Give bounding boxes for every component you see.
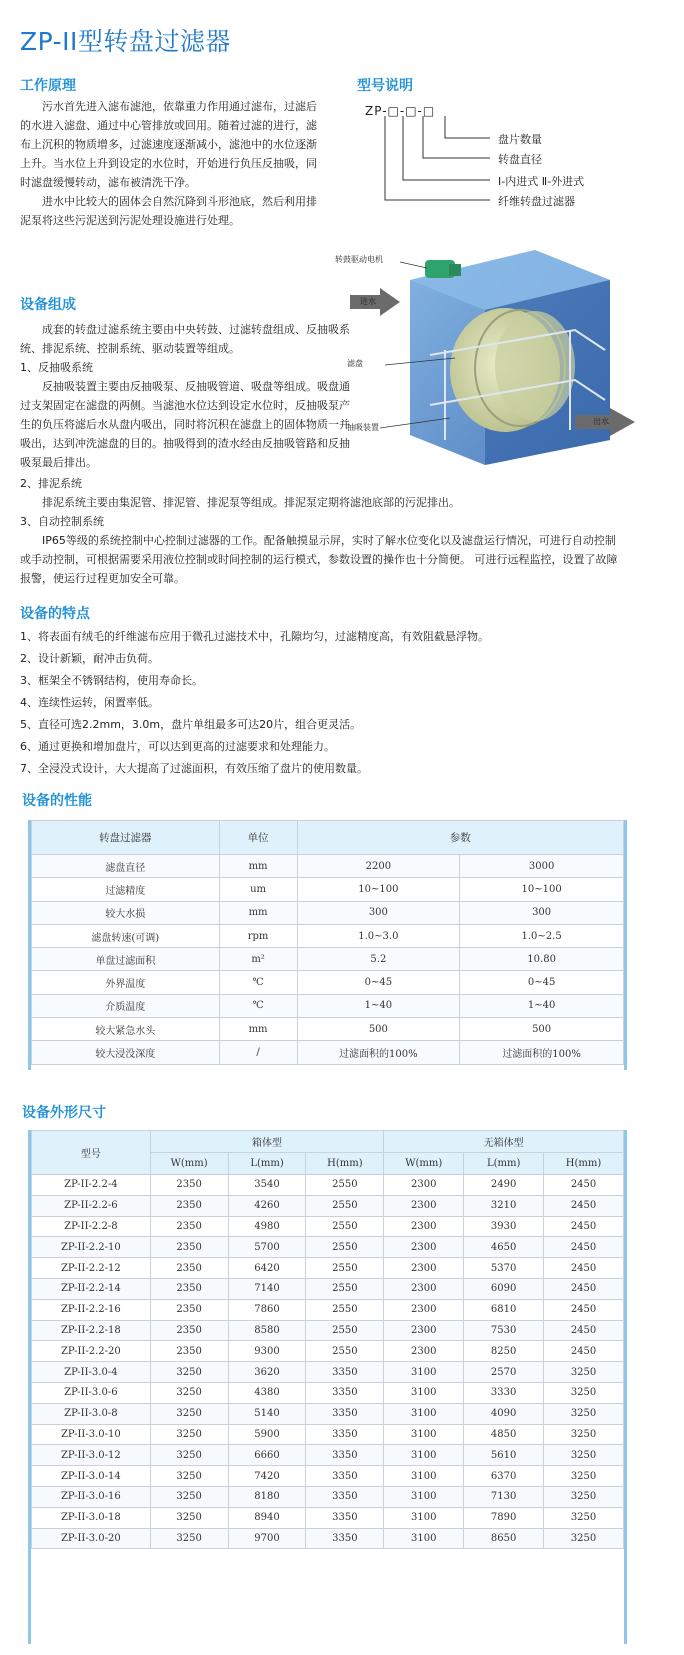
performance-cell: um bbox=[219, 878, 297, 901]
dimensions-cell: 3350 bbox=[306, 1486, 384, 1507]
dimensions-cell: 3250 bbox=[544, 1445, 624, 1466]
dimensions-cell: 3250 bbox=[544, 1424, 624, 1445]
table-row bbox=[32, 971, 624, 994]
dimensions-cell: 2350 bbox=[150, 1258, 228, 1279]
dimensions-cell: 2550 bbox=[306, 1299, 384, 1320]
filter-illustration bbox=[335, 240, 645, 470]
label-motor: 转鼓驱动电机 bbox=[335, 255, 383, 264]
feature-item: 7、全浸没式设计，大大提高了过滤面积，有效压缩了盘片的使用数量。 bbox=[20, 762, 368, 775]
dimensions-cell: 3250 bbox=[150, 1466, 228, 1487]
feature-item: 3、框架全不锈钢结构，使用寿命长。 bbox=[20, 674, 203, 687]
table-row bbox=[32, 1041, 624, 1064]
table-row bbox=[32, 1320, 624, 1341]
dimensions-subheader: H(mm) bbox=[544, 1153, 624, 1175]
page-title: ZP-II型转盘过滤器 bbox=[20, 27, 231, 56]
dimensions-cell: 3250 bbox=[544, 1362, 624, 1383]
dimensions-cell: 6660 bbox=[228, 1445, 306, 1466]
performance-cell: mm bbox=[219, 855, 297, 878]
dimensions-cell: 9300 bbox=[228, 1341, 306, 1362]
table-row bbox=[32, 901, 624, 924]
table-row bbox=[32, 1362, 624, 1383]
dimensions-cell: 2550 bbox=[306, 1195, 384, 1216]
dimensions-cell: 3210 bbox=[464, 1195, 544, 1216]
dimensions-cell: 3250 bbox=[544, 1403, 624, 1424]
dimensions-cell: 2450 bbox=[544, 1299, 624, 1320]
dimensions-header-no-box-type: 无箱体型 bbox=[384, 1131, 624, 1153]
table-row bbox=[32, 1258, 624, 1279]
table-row bbox=[32, 1341, 624, 1362]
table-row bbox=[32, 1445, 624, 1466]
performance-header-unit: 单位 bbox=[219, 821, 297, 855]
feature-item: 6、通过更换和增加盘片，可以达到更高的过滤要求和处理能力。 bbox=[20, 740, 335, 753]
table-row bbox=[32, 994, 624, 1017]
suction-system-title: 1、反抽吸系统 bbox=[20, 361, 93, 374]
dimensions-cell: 2350 bbox=[150, 1175, 228, 1196]
dimensions-cell: 2300 bbox=[384, 1195, 464, 1216]
dimensions-cell: 4980 bbox=[228, 1216, 306, 1237]
principle-paragraph-1: 污水首先进入滤布滤池，依靠重力作用通过滤布，过滤后的水进入滤盘、通过中心管排放或回用。随着过滤的进行，滤布上沉积的物质增多，过滤速度逐渐减小，滤池中的水位逐渐上升。当水位上升到设定的水位时，开始进行负压反抽吸，同时滤盘缓慢转动，滤布被清洗干净。 bbox=[20, 100, 317, 189]
dimensions-cell: 2450 bbox=[544, 1195, 624, 1216]
performance-cell: rpm bbox=[219, 924, 297, 947]
dimensions-cell: 2300 bbox=[384, 1258, 464, 1279]
dimensions-cell: ZP-II-2.2-8 bbox=[32, 1216, 151, 1237]
dimensions-cell: 4650 bbox=[464, 1237, 544, 1258]
label-inlet: 进水 bbox=[360, 297, 376, 306]
dimensions-cell: 2350 bbox=[150, 1341, 228, 1362]
dimensions-cell: 2450 bbox=[544, 1216, 624, 1237]
table-row bbox=[32, 1466, 624, 1487]
table-row bbox=[32, 1018, 624, 1041]
performance-cell: 1~40 bbox=[297, 994, 460, 1017]
dimensions-cell: 2490 bbox=[464, 1175, 544, 1196]
dimensions-cell: 3250 bbox=[544, 1507, 624, 1528]
performance-cell: 300 bbox=[460, 901, 624, 924]
dimensions-cell: 3250 bbox=[544, 1528, 624, 1549]
model-label-disc-count: 盘片数量 bbox=[498, 133, 542, 146]
control-system-title: 3、自动控制系统 bbox=[20, 515, 104, 528]
dimensions-cell: ZP-II-3.0-18 bbox=[32, 1507, 151, 1528]
dimensions-cell: 2300 bbox=[384, 1299, 464, 1320]
dimensions-cell: ZP-II-3.0-14 bbox=[32, 1466, 151, 1487]
dimensions-cell: 3350 bbox=[306, 1362, 384, 1383]
dimensions-cell: 3250 bbox=[544, 1466, 624, 1487]
dimensions-cell: 8940 bbox=[228, 1507, 306, 1528]
dimensions-cell: 3350 bbox=[306, 1403, 384, 1424]
performance-cell: 10~100 bbox=[460, 878, 624, 901]
label-outlet: 出水 bbox=[593, 417, 609, 426]
filter-machine-image bbox=[345, 240, 645, 470]
dimensions-cell: 3350 bbox=[306, 1445, 384, 1466]
dimensions-cell: 3100 bbox=[384, 1486, 464, 1507]
dimensions-cell: ZP-II-2.2-14 bbox=[32, 1278, 151, 1299]
dimensions-subheader: L(mm) bbox=[464, 1153, 544, 1175]
dimensions-cell: 6420 bbox=[228, 1258, 306, 1279]
table-row bbox=[32, 948, 624, 971]
dimensions-cell: 3350 bbox=[306, 1382, 384, 1403]
performance-cell: mm bbox=[219, 1018, 297, 1041]
dimensions-table bbox=[31, 1130, 624, 1549]
performance-cell: mm bbox=[219, 901, 297, 924]
dimensions-cell: 2570 bbox=[464, 1362, 544, 1383]
dimensions-cell: 2450 bbox=[544, 1175, 624, 1196]
dimensions-cell: 3350 bbox=[306, 1424, 384, 1445]
dimensions-cell: 2550 bbox=[306, 1320, 384, 1341]
label-disc: 滤盘 bbox=[347, 359, 363, 368]
dimensions-subheader: W(mm) bbox=[384, 1153, 464, 1175]
dimensions-cell: ZP-II-3.0-16 bbox=[32, 1486, 151, 1507]
composition-upper bbox=[20, 320, 350, 472]
model-label-filter-type: 纤维转盘过滤器 bbox=[498, 195, 575, 208]
performance-cell: 滤盘转速(可调) bbox=[32, 924, 220, 947]
performance-heading: 设备的性能 bbox=[22, 793, 92, 809]
table-row bbox=[32, 1424, 624, 1445]
performance-cell: 0~45 bbox=[297, 971, 460, 994]
table-row bbox=[32, 1278, 624, 1299]
dimensions-cell: 2450 bbox=[544, 1258, 624, 1279]
sludge-system-body: 排泥系统主要由集泥管、排泥管、排泥泵等组成。排泥泵定期将滤池底部的污泥排出。 bbox=[42, 496, 460, 509]
performance-cell: ℃ bbox=[219, 994, 297, 1017]
dimensions-header-box-type: 箱体型 bbox=[150, 1131, 384, 1153]
control-system-body: IP65等级的系统控制中心控制过滤器的工作。配备触摸显示屏，实时了解水位变化以及滤盘运行情况，可进行自动控制或手动控制，可根据需要采用液位控制或时间控制的运行模式，参数设置的操作也十分简便。 可进行远程监控，设置了故障报警，使运行过程更加安全可靠。 bbox=[20, 534, 618, 585]
dimensions-cell: 4260 bbox=[228, 1195, 306, 1216]
dimensions-cell: 5140 bbox=[228, 1403, 306, 1424]
dimensions-cell: 3100 bbox=[384, 1466, 464, 1487]
dimensions-cell: 2350 bbox=[150, 1320, 228, 1341]
dimensions-cell: 2350 bbox=[150, 1195, 228, 1216]
dimensions-cell: 3100 bbox=[384, 1528, 464, 1549]
dimensions-cell: ZP-II-2.2-18 bbox=[32, 1320, 151, 1341]
dimensions-cell: ZP-II-2.2-6 bbox=[32, 1195, 151, 1216]
dimensions-cell: 2550 bbox=[306, 1216, 384, 1237]
performance-cell: 单盘过滤面积 bbox=[32, 948, 220, 971]
dimensions-cell: 6090 bbox=[464, 1278, 544, 1299]
dimensions-cell: ZP-II-2.2-16 bbox=[32, 1299, 151, 1320]
dimensions-cell: 3620 bbox=[228, 1362, 306, 1383]
performance-cell: 滤盘直径 bbox=[32, 855, 220, 878]
dimensions-cell: 3250 bbox=[544, 1486, 624, 1507]
dimensions-cell: 2300 bbox=[384, 1175, 464, 1196]
performance-header-item: 转盘过滤器 bbox=[32, 821, 220, 855]
dimensions-cell: 3350 bbox=[306, 1507, 384, 1528]
dimensions-subheader: W(mm) bbox=[150, 1153, 228, 1175]
dimensions-cell: 2550 bbox=[306, 1341, 384, 1362]
performance-cell: 1~40 bbox=[460, 994, 624, 1017]
table-row bbox=[32, 1403, 624, 1424]
performance-cell: / bbox=[219, 1041, 297, 1064]
table-row bbox=[32, 855, 624, 878]
performance-cell: 较大水损 bbox=[32, 901, 220, 924]
sludge-system-title: 2、排泥系统 bbox=[20, 477, 82, 490]
dimensions-cell: 3250 bbox=[544, 1382, 624, 1403]
dimensions-cell: 3930 bbox=[464, 1216, 544, 1237]
dimensions-cell: 2550 bbox=[306, 1237, 384, 1258]
dimensions-cell: 2300 bbox=[384, 1278, 464, 1299]
dimensions-cell: 8250 bbox=[464, 1341, 544, 1362]
dimensions-cell: 3250 bbox=[150, 1528, 228, 1549]
dimensions-cell: 7890 bbox=[464, 1507, 544, 1528]
performance-cell: 5.2 bbox=[297, 948, 460, 971]
dimensions-cell: 3250 bbox=[150, 1486, 228, 1507]
composition-heading: 设备组成 bbox=[20, 297, 76, 313]
dimensions-cell: 3540 bbox=[228, 1175, 306, 1196]
dimensions-subheader: H(mm) bbox=[306, 1153, 384, 1175]
dimensions-cell: 2350 bbox=[150, 1299, 228, 1320]
dimensions-cell: 2450 bbox=[544, 1237, 624, 1258]
model-label-disc-diameter: 转盘直径 bbox=[498, 153, 542, 166]
dimensions-cell: ZP-II-2.2-20 bbox=[32, 1341, 151, 1362]
dimensions-cell: 3350 bbox=[306, 1528, 384, 1549]
dimensions-cell: 3100 bbox=[384, 1382, 464, 1403]
dimensions-cell: 8180 bbox=[228, 1486, 306, 1507]
dimensions-cell: 7130 bbox=[464, 1486, 544, 1507]
dimensions-cell: 3350 bbox=[306, 1466, 384, 1487]
suction-system-body: 反抽吸装置主要由反抽吸泵、反抽吸管道、吸盘等组成。吸盘通过支架固定在滤盘的两侧。当滤池水位达到设定水位时，反抽吸泵产生的负压将滤后水从盘内吸出，同时将沉积在滤盘上的固体物质一并吸出，达到冲洗滤盘的目的。抽吸得到的渣水经由反抽吸管路和反抽吸泵最后排出。 bbox=[20, 380, 350, 469]
model-diagram bbox=[365, 100, 665, 230]
performance-header-row bbox=[32, 821, 624, 855]
principle-heading: 工作原理 bbox=[20, 78, 76, 94]
dimensions-cell: 5700 bbox=[228, 1237, 306, 1258]
table-row bbox=[32, 1237, 624, 1258]
feature-item: 2、设计新颖，耐冲击负荷。 bbox=[20, 652, 159, 665]
performance-cell: 0~45 bbox=[460, 971, 624, 994]
dimensions-cell: 2550 bbox=[306, 1258, 384, 1279]
model-heading: 型号说明 bbox=[357, 78, 413, 94]
table-row bbox=[32, 1382, 624, 1403]
performance-cell: 过滤面积的100% bbox=[460, 1041, 624, 1064]
dimensions-cell: 2450 bbox=[544, 1341, 624, 1362]
table-row bbox=[32, 1486, 624, 1507]
dimensions-cell: 3250 bbox=[150, 1445, 228, 1466]
performance-cell: 10~100 bbox=[297, 878, 460, 901]
table-edge-right bbox=[624, 1130, 627, 1644]
dimensions-cell: 3330 bbox=[464, 1382, 544, 1403]
dimensions-cell: 7530 bbox=[464, 1320, 544, 1341]
dimensions-cell: 8580 bbox=[228, 1320, 306, 1341]
dimensions-cell: 7140 bbox=[228, 1278, 306, 1299]
dimensions-cell: 3250 bbox=[150, 1382, 228, 1403]
dimensions-group-row bbox=[32, 1131, 624, 1153]
performance-cell: 300 bbox=[297, 901, 460, 924]
dimensions-cell: 2300 bbox=[384, 1237, 464, 1258]
table-row bbox=[32, 1175, 624, 1196]
composition-lower bbox=[20, 474, 620, 588]
dimensions-cell: 2350 bbox=[150, 1216, 228, 1237]
dimensions-cell: 3100 bbox=[384, 1403, 464, 1424]
label-suction: 抽吸装置 bbox=[347, 423, 379, 432]
dimensions-header-model: 型号 bbox=[32, 1131, 151, 1175]
performance-cell: 2200 bbox=[297, 855, 460, 878]
performance-cell: 500 bbox=[460, 1018, 624, 1041]
dimensions-cell: 2300 bbox=[384, 1216, 464, 1237]
model-label-inlet-type: Ⅰ-内进式 Ⅱ-外进式 bbox=[498, 175, 585, 188]
performance-cell: 3000 bbox=[460, 855, 624, 878]
performance-header-params: 参数 bbox=[297, 821, 624, 855]
dimensions-cell: 5370 bbox=[464, 1258, 544, 1279]
dimensions-cell: 3100 bbox=[384, 1507, 464, 1528]
performance-cell: m² bbox=[219, 948, 297, 971]
dimensions-cell: 2550 bbox=[306, 1278, 384, 1299]
dimensions-cell: ZP-II-3.0-12 bbox=[32, 1445, 151, 1466]
dimensions-cell: 6810 bbox=[464, 1299, 544, 1320]
dimensions-cell: ZP-II-3.0-4 bbox=[32, 1362, 151, 1383]
performance-table bbox=[31, 820, 624, 1065]
dimensions-cell: ZP-II-3.0-20 bbox=[32, 1528, 151, 1549]
dimensions-cell: 2450 bbox=[544, 1320, 624, 1341]
dimensions-heading: 设备外形尺寸 bbox=[22, 1105, 106, 1121]
features-heading: 设备的特点 bbox=[20, 606, 90, 622]
performance-cell: 过滤精度 bbox=[32, 878, 220, 901]
dimensions-cell: 6370 bbox=[464, 1466, 544, 1487]
dimensions-subheader: L(mm) bbox=[228, 1153, 306, 1175]
table-row bbox=[32, 1528, 624, 1549]
performance-cell: 较大浸没深度 bbox=[32, 1041, 220, 1064]
dimensions-cell: 7420 bbox=[228, 1466, 306, 1487]
performance-cell: 过滤面积的100% bbox=[297, 1041, 460, 1064]
performance-cell: 10.80 bbox=[460, 948, 624, 971]
performance-cell: 1.0~3.0 bbox=[297, 924, 460, 947]
dimensions-cell: 4380 bbox=[228, 1382, 306, 1403]
dimensions-cell: 3100 bbox=[384, 1362, 464, 1383]
dimensions-cell: 4090 bbox=[464, 1403, 544, 1424]
dimensions-cell: 3250 bbox=[150, 1362, 228, 1383]
dimensions-cell: 3100 bbox=[384, 1424, 464, 1445]
dimensions-cell: ZP-II-3.0-10 bbox=[32, 1424, 151, 1445]
feature-item: 5、直径可选2.2mm，3.0m，盘片单组最多可达20片，组合更灵活。 bbox=[20, 718, 362, 731]
dimensions-cell: 2450 bbox=[544, 1278, 624, 1299]
dimensions-cell: ZP-II-2.2-10 bbox=[32, 1237, 151, 1258]
table-row bbox=[32, 878, 624, 901]
dimensions-cell: 2350 bbox=[150, 1237, 228, 1258]
table-row bbox=[32, 1216, 624, 1237]
dimensions-cell: ZP-II-3.0-6 bbox=[32, 1382, 151, 1403]
dimensions-cell: ZP-II-3.0-8 bbox=[32, 1403, 151, 1424]
feature-item: 1、将表面有绒毛的纤维滤布应用于微孔过滤技术中，孔隙均匀，过滤精度高，有效阻截悬浮物。 bbox=[20, 630, 489, 643]
performance-cell: 介质温度 bbox=[32, 994, 220, 1017]
dimensions-cell: 2300 bbox=[384, 1341, 464, 1362]
table-row bbox=[32, 1195, 624, 1216]
principle-text bbox=[20, 97, 320, 230]
performance-cell: ℃ bbox=[219, 971, 297, 994]
dimensions-cell: 4850 bbox=[464, 1424, 544, 1445]
feature-item: 4、连续性运转，闲置率低。 bbox=[20, 696, 159, 709]
table-row bbox=[32, 924, 624, 947]
dimensions-cell: 5900 bbox=[228, 1424, 306, 1445]
dimensions-cell: 2300 bbox=[384, 1320, 464, 1341]
model-code: ZP-□-□-□ bbox=[365, 104, 436, 118]
table-edge-right bbox=[624, 820, 627, 1070]
dimensions-cell: 3100 bbox=[384, 1445, 464, 1466]
performance-cell: 1.0~2.5 bbox=[460, 924, 624, 947]
dimensions-cell: ZP-II-2.2-4 bbox=[32, 1175, 151, 1196]
performance-cell: 500 bbox=[297, 1018, 460, 1041]
composition-intro: 成套的转盘过滤系统主要由中央转鼓、过滤转盘组成、反抽吸系统、排泥系统、控制系统、驱动装置等组成。 bbox=[20, 323, 350, 355]
dimensions-cell: 7860 bbox=[228, 1299, 306, 1320]
dimensions-cell: 2550 bbox=[306, 1175, 384, 1196]
performance-cell: 外界温度 bbox=[32, 971, 220, 994]
table-row bbox=[32, 1507, 624, 1528]
dimensions-cell: 3250 bbox=[150, 1424, 228, 1445]
table-row bbox=[32, 1299, 624, 1320]
principle-paragraph-2: 进水中比较大的固体会自然沉降到斗形池底，然后利用排泥泵将这些污泥送到污泥处理设施进行处理。 bbox=[20, 195, 317, 227]
performance-cell: 较大紧急水头 bbox=[32, 1018, 220, 1041]
dimensions-cell: 3250 bbox=[150, 1507, 228, 1528]
dimensions-cell: ZP-II-2.2-12 bbox=[32, 1258, 151, 1279]
dimensions-cell: 8650 bbox=[464, 1528, 544, 1549]
dimensions-cell: 2350 bbox=[150, 1278, 228, 1299]
dimensions-cell: 9700 bbox=[228, 1528, 306, 1549]
dimensions-cell: 3250 bbox=[150, 1403, 228, 1424]
dimensions-cell: 5610 bbox=[464, 1445, 544, 1466]
